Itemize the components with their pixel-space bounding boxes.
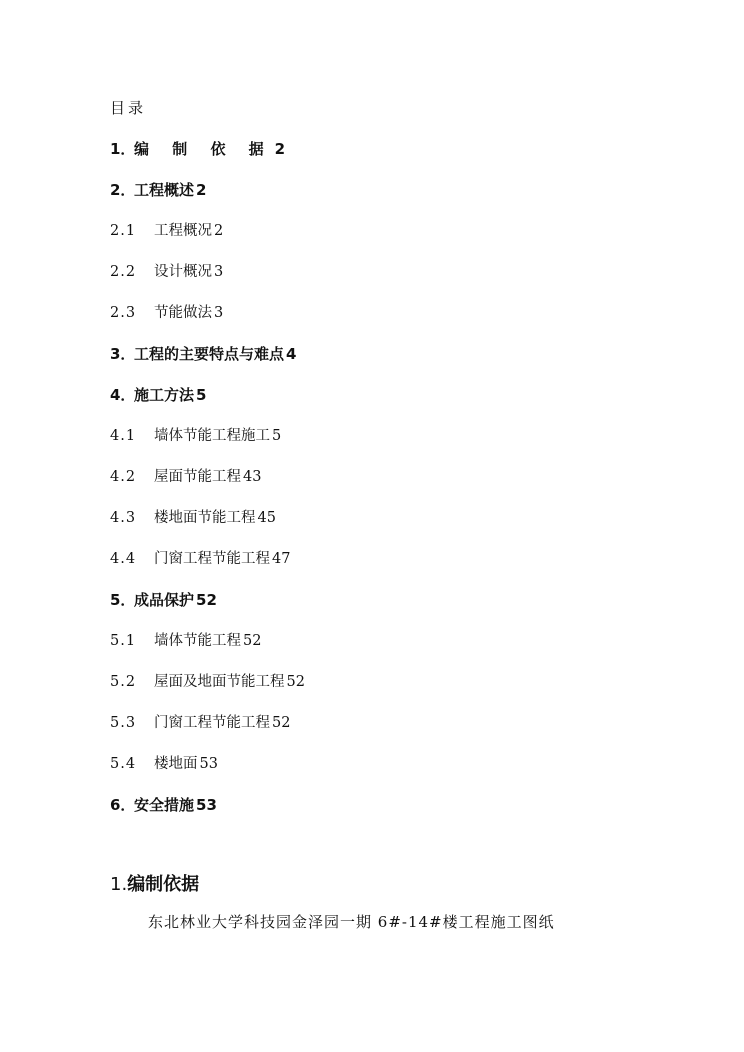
toc-entry-page: 52 bbox=[272, 715, 291, 731]
toc-entry-page: 2 bbox=[274, 140, 286, 158]
toc-entry-title: 成品保护 bbox=[134, 591, 195, 609]
toc-entry-title: 屋面节能工程 bbox=[154, 469, 241, 485]
toc-entry-page: 4 bbox=[286, 345, 297, 363]
toc-entry[interactable] bbox=[110, 712, 305, 753]
toc-entry-page: 5 bbox=[272, 428, 282, 444]
toc-entry-number: 4.3 bbox=[110, 510, 137, 526]
toc-entry-title: 安全措施 bbox=[134, 796, 195, 814]
toc-entry-number: 3． bbox=[110, 345, 136, 363]
toc-entry-number: 4.4 bbox=[110, 551, 137, 567]
table-of-contents bbox=[110, 138, 305, 835]
toc-entry-page: 47 bbox=[272, 551, 291, 567]
toc-entry-number: 6． bbox=[110, 796, 136, 814]
toc-entry-page: 52 bbox=[196, 591, 217, 609]
toc-entry-page: 5 bbox=[196, 386, 207, 404]
toc-entry-page: 52 bbox=[243, 633, 262, 649]
toc-entry-title: 工程概述 bbox=[134, 181, 195, 199]
toc-entry[interactable] bbox=[110, 507, 305, 548]
toc-entry[interactable] bbox=[110, 671, 305, 712]
toc-entry[interactable] bbox=[110, 179, 305, 220]
toc-entry-title: 楼地面 bbox=[154, 756, 198, 772]
toc-entry-page: 3 bbox=[214, 305, 224, 321]
toc-entry-title: 屋面及地面节能工程 bbox=[154, 674, 285, 690]
toc-entry-title: 门窗工程节能工程 bbox=[154, 551, 270, 567]
toc-entry-number: 2.1 bbox=[110, 223, 137, 239]
toc-entry-page: 45 bbox=[257, 510, 276, 526]
toc-entry-title: 墙体节能工程 bbox=[154, 633, 241, 649]
toc-entry-page: 52 bbox=[286, 674, 305, 690]
toc-entry-number: 5.3 bbox=[110, 715, 137, 731]
toc-entry-page: 53 bbox=[196, 796, 217, 814]
toc-entry[interactable] bbox=[110, 302, 305, 343]
section-title: 编制依据 bbox=[127, 874, 200, 895]
toc-entry-title: 设计概况 bbox=[154, 264, 212, 280]
toc-entry-number: 5.4 bbox=[110, 756, 137, 772]
toc-entry[interactable] bbox=[110, 630, 305, 671]
toc-entry[interactable] bbox=[110, 220, 305, 261]
toc-entry-number: 1． bbox=[110, 140, 136, 158]
toc-entry-page: 2 bbox=[214, 223, 224, 239]
toc-entry-number: 4.1 bbox=[110, 428, 137, 444]
toc-entry[interactable] bbox=[110, 343, 305, 384]
toc-entry-number: 2.2 bbox=[110, 264, 137, 280]
toc-entry-number: 5． bbox=[110, 591, 136, 609]
toc-entry[interactable] bbox=[110, 261, 305, 302]
toc-entry[interactable] bbox=[110, 794, 305, 835]
section-paragraph: 东北林业大学科技园金泽园一期 6#-14#楼工程施工图纸 bbox=[148, 913, 555, 931]
toc-entry-title: 工程的主要特点与难点 bbox=[134, 345, 285, 363]
toc-entry-page: 53 bbox=[199, 756, 218, 772]
toc-entry[interactable] bbox=[110, 384, 305, 425]
toc-entry[interactable] bbox=[110, 548, 305, 589]
toc-entry[interactable] bbox=[110, 753, 305, 794]
toc-entry-title: 楼地面节能工程 bbox=[154, 510, 256, 526]
toc-entry[interactable] bbox=[110, 138, 305, 179]
toc-entry[interactable] bbox=[110, 425, 305, 466]
toc-entry-number: 4． bbox=[110, 386, 136, 404]
toc-entry-number: 2.3 bbox=[110, 305, 137, 321]
toc-entry-number: 4.2 bbox=[110, 469, 137, 485]
toc-entry-title: 节能做法 bbox=[154, 305, 212, 321]
toc-entry-title: 编 制 依 据 bbox=[134, 140, 273, 158]
toc-entry-number: 5.1 bbox=[110, 633, 137, 649]
toc-title: 目录 bbox=[110, 99, 147, 117]
toc-entry-title: 施工方法 bbox=[134, 386, 195, 404]
toc-entry-page: 2 bbox=[196, 181, 207, 199]
section-heading bbox=[110, 870, 199, 896]
toc-entry-page: 3 bbox=[214, 264, 224, 280]
section-number: 1. bbox=[110, 874, 128, 895]
toc-entry-number: 2． bbox=[110, 181, 136, 199]
toc-entry-page: 43 bbox=[243, 469, 262, 485]
toc-entry-number: 5.2 bbox=[110, 674, 137, 690]
toc-entry-title: 墙体节能工程施工 bbox=[154, 428, 270, 444]
toc-entry[interactable] bbox=[110, 466, 305, 507]
toc-entry-title: 门窗工程节能工程 bbox=[154, 715, 270, 731]
toc-entry[interactable] bbox=[110, 589, 305, 630]
toc-entry-title: 工程概况 bbox=[154, 223, 212, 239]
